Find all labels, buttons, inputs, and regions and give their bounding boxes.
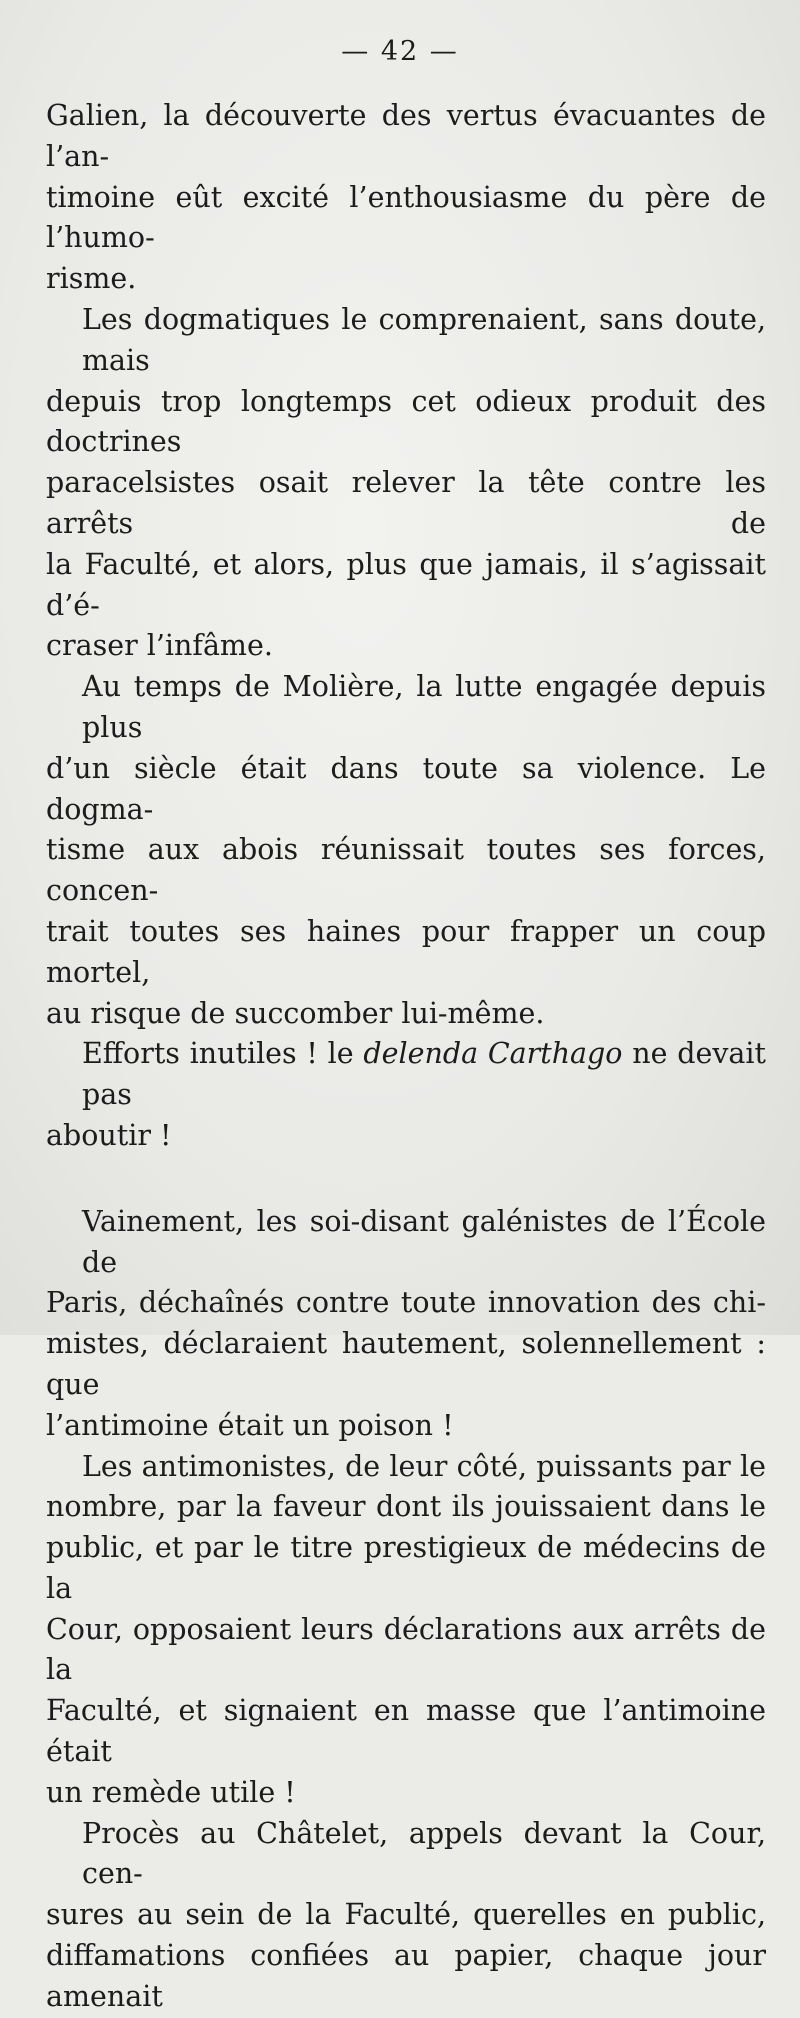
text-line: un remède utile ! [46,1775,296,1809]
text-line: au risque de succomber lui-même. [46,996,545,1030]
italic-phrase: delenda Carthago [363,1037,623,1071]
paragraph-6 [46,1447,766,1814]
text-line: nombre, par la faveur dont ils jouissaient dans le [46,1490,766,1524]
text-line: depuis trop longtemps cet odieux produit des doctrines [46,384,766,459]
section-gap [46,1157,766,1202]
paragraph-3 [46,667,766,1034]
text-line: Faculté, et signaient en masse que l’antimoine était [46,1694,766,1769]
text-line: craser l’infâme. [46,629,273,663]
page-number: — 42 — [341,36,459,67]
text-line: Galien, la découverte des vertus évacuantes de l’an- [46,99,766,173]
text-line: Procès au Châtelet, appels devant la Cour, cen- [82,1816,766,1891]
text-run: Efforts inutiles ! le [82,1037,364,1071]
text-line: tisme aux abois réunissait toutes ses forces, concen- [46,833,766,908]
text-line: timoine eût excité l’enthousiasme du père de l’humo- [46,180,766,255]
paragraph-4 [46,1034,766,1156]
text-line: Les antimonistes, de leur côté, puissants par le [82,1449,766,1483]
text-line: public, et par le titre prestigieux de médecins de la [46,1531,766,1605]
text-line: sures au sein de la Faculté, querelles en public, [46,1898,766,1932]
paragraph-5 [46,1202,766,1447]
text-line: l’antimoine était un poison ! [46,1408,454,1442]
text-line: trait toutes ses haines pour frapper un coup mortel, [46,914,766,989]
text-line: diffamations confiées au papier, chaque jour amenait [46,1939,766,2013]
text-line: risme. [46,262,137,296]
text-line: mistes, déclaraient hautement, solennellement : que [46,1327,766,1401]
text-line: Les dogmatiques le comprenaient, sans doute, mais [82,302,766,377]
text-line [46,1034,766,1116]
text-line: paracelsistes osait relever la tête contre les arrêts de [46,466,766,540]
paragraph-7 [46,1814,766,2018]
text-line: Vainement, les soi-disant galénistes de l’École de [82,1204,766,1279]
page-body [46,96,766,2018]
text-line: Au temps de Molière, la lutte engagée depuis plus [82,670,766,744]
paragraph-2 [46,300,766,667]
text-line: aboutir ! [46,1118,172,1152]
text-run: ne devait pas [82,1037,766,1112]
text-line: Paris, déchaînés contre toute innovation des chi- [46,1286,766,1320]
text-line: la Faculté, et alors, plus que jamais, il s’agissait d’é- [46,547,766,622]
text-line: Cour, opposaient leurs déclarations aux arrêts de la [46,1612,766,1687]
paragraph-1 [46,96,766,300]
text-line: d’un siècle était dans toute sa violence. Le dogma- [46,751,766,826]
